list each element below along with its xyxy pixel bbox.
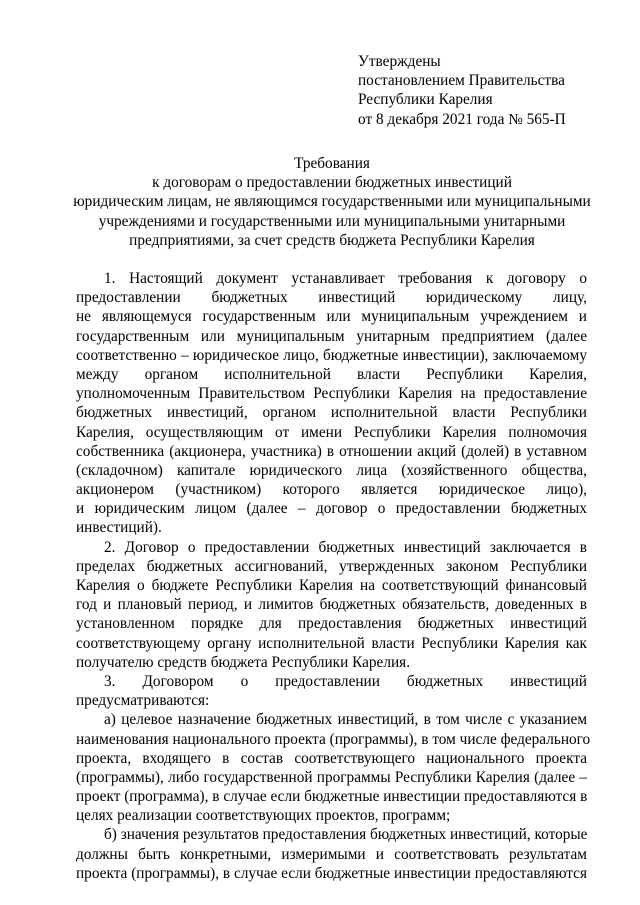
body-line: проекта, входящего в состав соответствующего национального проекта	[76, 749, 587, 767]
body-line: установленном порядке для предоставления бюджетных инвестиций	[76, 615, 587, 633]
title-line: к договорам о предоставлении бюджетных инвестиций	[152, 174, 512, 192]
body-line: наименования национального проекта (программы), в том числе федерального	[76, 730, 591, 748]
title-line: учреждениями и государственными или муниципальными унитарными	[98, 212, 566, 230]
body-line: инвестиций).	[76, 519, 162, 537]
body-line: соответственно – юридическое лицо, бюджетные инвестиции), заключаемому	[76, 346, 587, 364]
body-line: соответствующему органу исполнительной власти Республики Карелия как	[76, 634, 587, 652]
title-line: юридическим лицам, не являющимся государственными или муниципальными	[73, 193, 591, 211]
body-line: Карелия о бюджете Республики Карелия на соответствующий финансовый	[76, 577, 587, 594]
body-line: бюджетных инвестиций, органом исполнительной власти Республики	[76, 404, 587, 422]
document-title	[72, 154, 592, 250]
body-line: предусматриваются:	[76, 692, 210, 710]
body-line: проект (программа), в случае если бюджетные инвестиции предоставляются в	[76, 788, 588, 806]
approval-line: постановлением Правительства	[358, 72, 565, 90]
approval-line: Утверждены	[358, 53, 441, 70]
title-line: Требования	[294, 155, 370, 172]
body-line: (складочном) капитале юридического лица (хозяйственного общества,	[76, 461, 587, 479]
body-line: акционером (участником) которого является юридическое лицо),	[76, 481, 587, 499]
body-line: а) целевое назначение бюджетных инвестиций, в том числе с указанием	[104, 711, 587, 729]
body-line: уполномоченным Правительством Республики Карелия на предоставление	[76, 385, 587, 403]
body-line: 3. Договором о предоставлении бюджетных инвестиций	[104, 672, 587, 690]
approval-line: Республики Карелия	[358, 91, 493, 109]
body-line: между органом исполнительной власти Республики Карелия,	[76, 365, 587, 383]
body-line: пределах бюджетных ассигнований, утвержденных законом Республики	[76, 557, 587, 575]
document-body	[76, 269, 591, 883]
body-line: 1. Настоящий документ устанавливает требования к договору о	[104, 270, 587, 287]
title-line: предприятиями, за счет средств бюджета Республики Карелия	[129, 231, 535, 249]
body-line: целях реализации соответствующих проектов, программ;	[76, 807, 451, 825]
body-line: получателю средств бюджета Республики Карелия.	[76, 653, 411, 671]
approval-stamp	[358, 52, 628, 129]
body-line: должны быть конкретными, измеримыми и соответствовать результатам	[76, 845, 587, 863]
body-line: 2. Договор о предоставлении бюджетных инвестиций заключается в	[104, 538, 587, 556]
body-line: не являющемуся государственным или муниципальным учреждением и	[76, 308, 587, 326]
body-line: Карелия, осуществляющим от имени Республики Карелия полномочия	[76, 423, 587, 441]
body-line: государственным или муниципальным унитарным предприятием (далее	[76, 327, 587, 345]
body-line: год и плановый период, и лимитов бюджетных обязательств, доведенных в	[76, 596, 587, 614]
body-line: б) значения результатов предоставления бюджетных инвестиций, которые	[104, 826, 588, 844]
body-line: предоставлении бюджетных инвестиций юридическому лицу,	[76, 289, 587, 307]
body-line: (программы), либо государственной программы Республики Карелия (далее –	[76, 768, 587, 786]
body-line: и юридическим лицом (далее – договор о предоставлении бюджетных	[76, 500, 587, 518]
body-line: проекта (программы), в случае если бюджетные инвестиции предоставляются	[76, 864, 587, 882]
body-line: собственника (акционера, участника) в отношении акций (долей) в уставном	[76, 442, 587, 460]
approval-line: от 8 декабря 2021 года № 565-П	[358, 110, 566, 128]
